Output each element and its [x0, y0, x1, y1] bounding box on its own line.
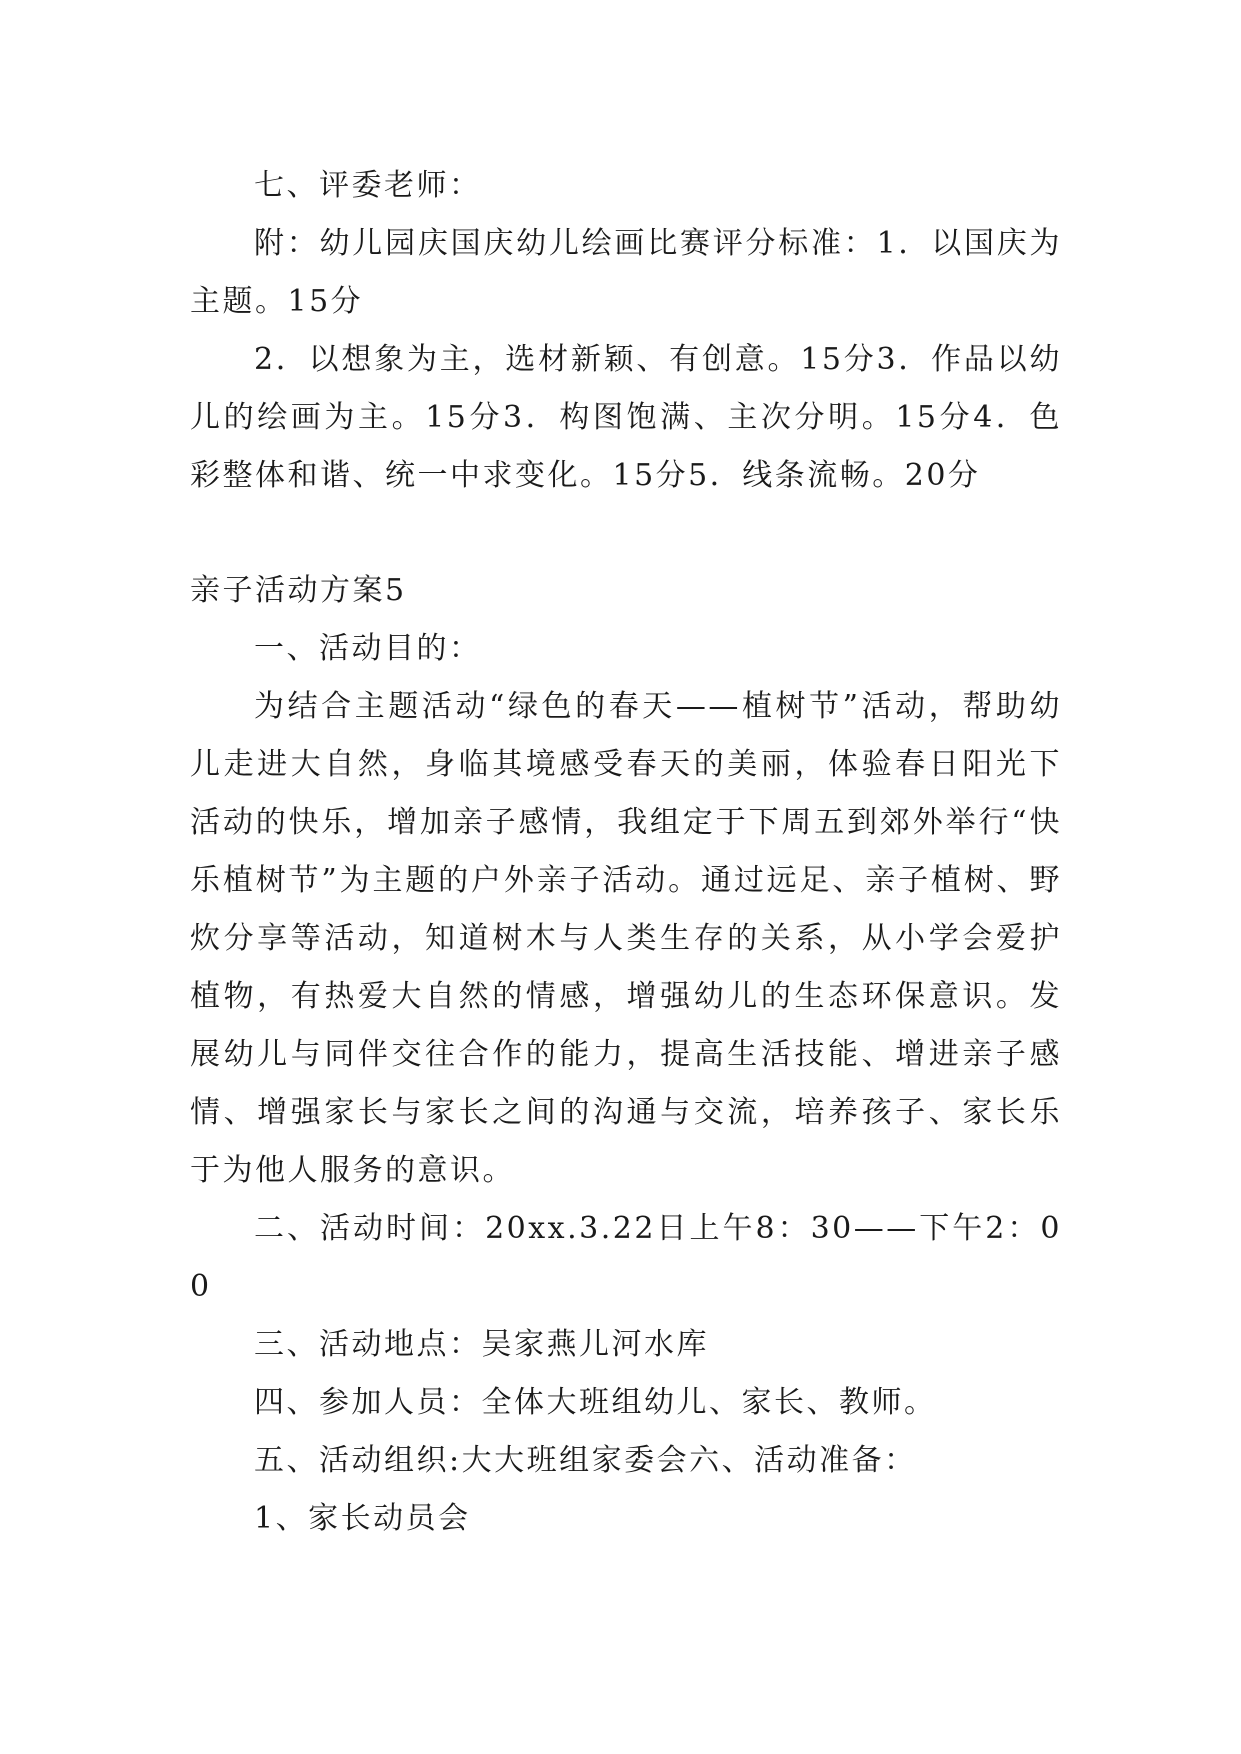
purpose-title: 一、活动目的：: [254, 631, 482, 666]
document-body: [190, 157, 1062, 1548]
prep-item-1: 1、家长动员会: [254, 1501, 471, 1536]
participants-line: 四、参加人员：全体大班组幼儿、家长、教师。: [254, 1385, 937, 1420]
section-heading: 亲子活动方案5: [190, 573, 407, 608]
appendix-paragraph: 附：幼儿园庆国庆幼儿绘画比赛评分标准：1．以国庆为主题。15分: [190, 226, 1062, 319]
time-line: 二、活动时间：20xx.3.22日上午8：30——下午2：00: [190, 1211, 1062, 1304]
criteria-paragraph: 2．以想象为主，选材新颖、有创意。15分3．作品以幼儿的绘画为主。15分3．构图饱满、主次分明。15分4．色彩整体和谐、统一中求变化。15分5．线条流畅。20分: [190, 342, 1062, 493]
judges-line: 七、评委老师：: [254, 168, 482, 203]
place-line: 三、活动地点：吴家燕儿河水库: [254, 1327, 709, 1362]
organizer-line: 五、活动组织:大大班组家委会六、活动准备：: [254, 1443, 917, 1478]
purpose-paragraph: 为结合主题活动“绿色的春天——植树节”活动，帮助幼儿走进大自然，身临其境感受春天的美丽，体验春日阳光下活动的快乐，增加亲子感情，我组定于下周五到郊外举行“快乐植树节”为主题的户外亲子活动。通过远足、亲子植树、野炊分享等活动，知道树木与人类生存的关系，从小学会爱护植物，有热爱大自然的情感，增强幼儿的生态环保意识。发展幼儿与同伴交往合作的能力，提高生活技能、增进亲子感情、增强家长与家长之间的沟通与交流，培养孩子、家长乐于为他人服务的意识。: [190, 689, 1062, 1188]
